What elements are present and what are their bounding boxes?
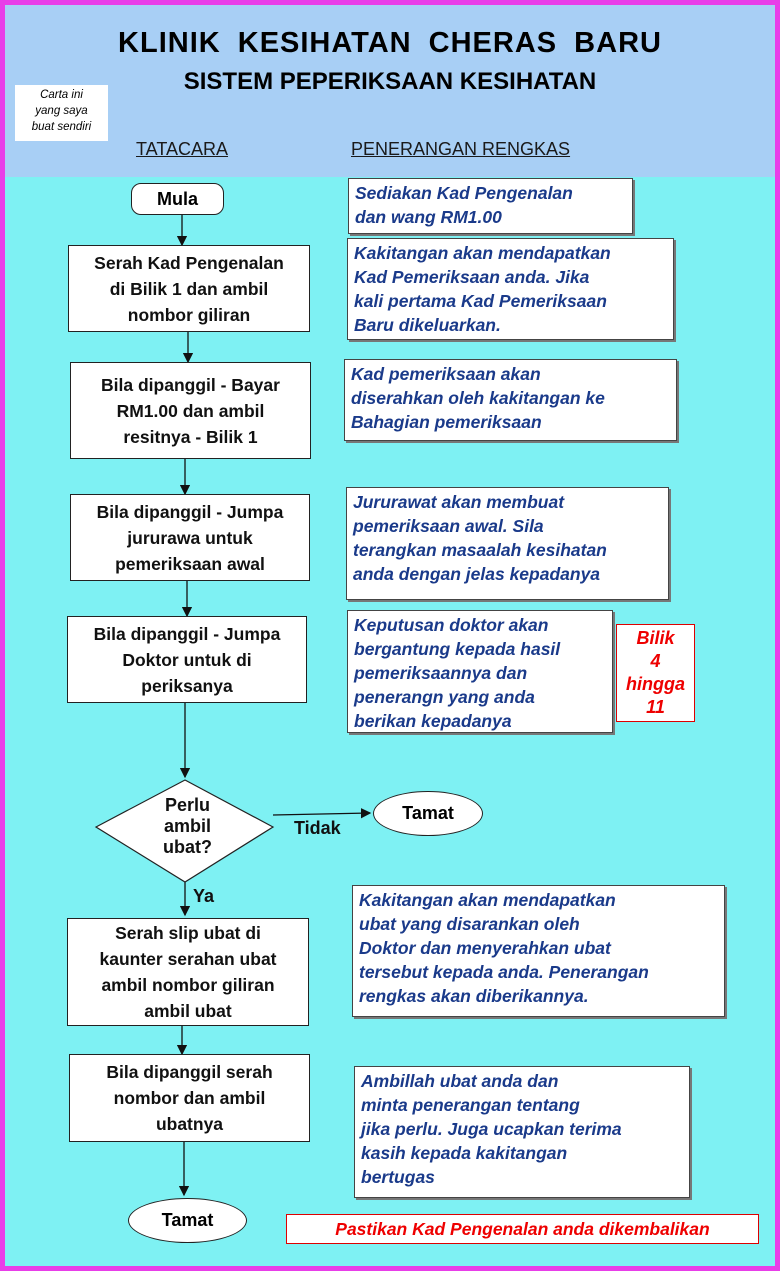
arrow-decision-no — [273, 813, 370, 815]
system-subtitle: SISTEM PEPERIKSAAN KESIHATAN — [183, 68, 597, 95]
decision-label: Perlu ambil ubat? — [163, 795, 212, 857]
step-collect-medicine: Bila dipanggil serah nombor dan ambil ubatnya — [69, 1054, 310, 1142]
return-ic-reminder: Pastikan Kad Pengenalan anda dikembalikan — [286, 1214, 759, 1244]
end-terminal: Tamat — [128, 1198, 247, 1243]
explanation-step1: Kakitangan akan mendapatkan Kad Pemeriksaan anda. Jika kali pertama Kad Pemeriksaan Baru dikeluarkan. — [347, 238, 674, 340]
step-submit-ic: Serah Kad Pengenalan di Bilik 1 dan ambil nombor giliran — [68, 245, 310, 332]
step-submit-medicine-slip: Serah slip ubat di kaunter serahan ubat ambil nombor giliran ambil ubat — [67, 918, 309, 1026]
step-pay-fee: Bila dipanggil - Bayar RM1.00 dan ambil resitnya - Bilik 1 — [70, 362, 311, 459]
explanation-step3: Jururawat akan membuat pemeriksaan awal. Sila terangkan masaalah kesihatan anda dengan jelas kepadanya — [346, 487, 669, 600]
explanation-step4: Keputusan doktor akan bergantung kepada hasil pemeriksaannya dan penerangn yang anda berikan kepadanya — [347, 610, 613, 733]
column-heading-procedure: TATACARA — [136, 139, 229, 159]
explanation-step6: Ambillah ubat anda dan minta penerangan tentang jika perlu. Juga ucapkan terima kasih kepada kakitangan bertugas — [354, 1066, 690, 1198]
explanation-step2: Kad pemeriksaan akan diserahkan oleh kakitangan ke Bahagian pemeriksaan — [344, 359, 677, 441]
decision-yes-label: Ya — [193, 886, 215, 906]
step-nurse-check: Bila dipanggil - Jumpa jururawa untuk pemeriksaan awal — [70, 494, 310, 581]
author-note: Carta ini yang saya buat sendiri — [15, 85, 108, 141]
room-range-note: Bilik 4 hingga 11 — [616, 624, 695, 722]
clinic-title: KLINIK KESIHATAN CHERAS BARU — [118, 27, 662, 59]
end-terminal-no-medicine: Tamat — [373, 791, 483, 836]
start-terminal: Mula — [131, 183, 224, 215]
step-see-doctor: Bila dipanggil - Jumpa Doktor untuk di periksanya — [67, 616, 307, 703]
decision-no-label: Tidak — [294, 818, 341, 838]
column-heading-explanation: PENERANGAN RENGKAS — [351, 139, 571, 159]
explanation-prepare: Sediakan Kad Pengenalan dan wang RM1.00 — [348, 178, 633, 234]
explanation-step5: Kakitangan akan mendapatkan ubat yang disarankan oleh Doktor dan menyerahkan ubat tersebut kepada anda. Penerangan rengkas akan diberikannya. — [352, 885, 725, 1017]
